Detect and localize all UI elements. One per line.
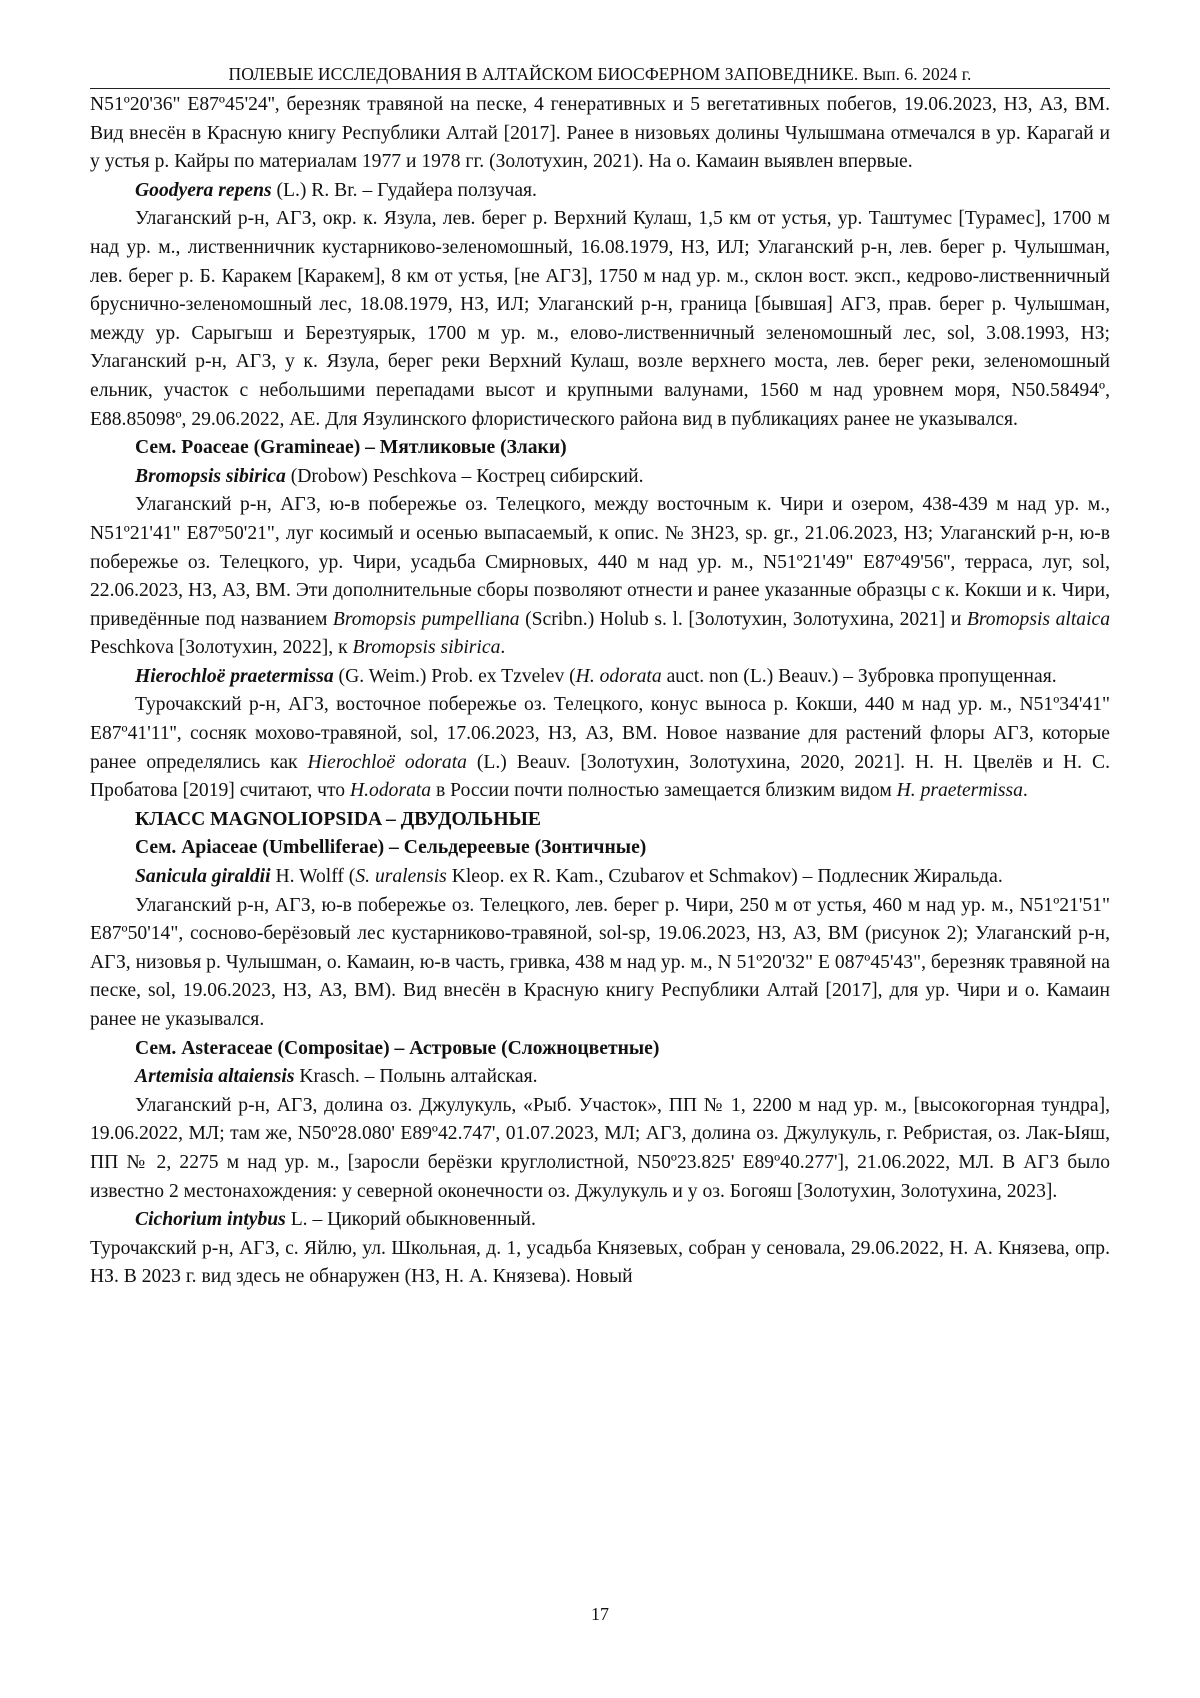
running-header: ПОЛЕВЫЕ ИССЛЕДОВАНИЯ В АЛТАЙСКОМ БИОСФЕРНОМ ЗАПОВЕДНИКЕ. Вып. 6. 2024 г. xyxy=(90,62,1110,89)
paragraph: Bromopsis sibirica (Drobow) Peschkova – Кострец сибирский. xyxy=(135,465,644,487)
paragraph: N51º20'36" E87º45'24'', березняк травяной на песке, 4 генеративных и 5 вегетативных побегов, 19.06.2023, НЗ, АЗ, ВМ. Вид внесён в Красную книгу Республики Алтай [2017]. Ранее в низовьях долины Чулышмана отмечался в ур. Карагай и у устья р. Кайры по материалам 1977 и 1978 гг. (Золотухин, 2021). На о. Камаин выявлен впервые. xyxy=(90,94,1110,173)
paragraph: Турочакский р-н, АГЗ, с. Яйлю, ул. Школьная, д. 1, усадьба Князевых, собран у сеновала, 29.06.2022, Н. А. Князева, опр. НЗ. В 2023 г. вид здесь не обнаружен (НЗ, Н. А. Князева). Новый xyxy=(90,1237,1110,1288)
section-heading: Сем. Apiaceae (Umbelliferae) – Сельдереевые (Зонтичные) xyxy=(135,837,647,859)
document-page xyxy=(90,62,1110,1292)
paragraph: Artemisia altaiensis Krasch. – Полынь алтайская. xyxy=(135,1066,538,1088)
section-heading: Сем. Poaceae (Gramineae) – Мятликовые (Злаки) xyxy=(135,437,567,459)
body-text xyxy=(90,91,1110,1292)
section-heading: Сем. Asteraceae (Compositae) – Астровые (Сложноцветные) xyxy=(135,1037,660,1059)
paragraph: Улаганский р-н, АГЗ, окр. к. Язула, лев. берег р. Верхний Кулаш, 1,5 км от устья, ур. Таштумес [Турамес], 1700 м над ур. м., лиственничник кустарниково-зеленомошный, 16.08.1979, НЗ, ИЛ; Улаганский р-н, лев. берег р. Чулышман, лев. берег р. Б. Каракем [Каракем], 8 км от устья, [не АГЗ], 1750 м над ур. м., склон вост. эксп., кедрово-лиственничный бруснично-зеленомошный лес, 18.08.1979, НЗ, ИЛ; Улаганский р-н, граница [бывшая] АГЗ, прав. берег р. Чулышман, между ур. Сарыгыш и Березтуярык, 1700 м ур. м., елово-лиственничный зеленомошный лес, sol, 3.08.1993, НЗ; Улаганский р-н, АГЗ, у к. Язула, берег реки Верхний Кулаш, возле верхнего моста, лев. берег реки, зеленомошный ельник, участок с небольшими перепадами высот и крупными валунами, 1560 м над уровнем моря, N50.58494º, E88.85098º, 29.06.2022, АЕ. Для Язулинского флористического района вид в публикациях ранее не указывался. xyxy=(90,208,1110,430)
paragraph: Sanicula giraldii H. Wolff (S. uralensis Kleop. ex R. Kam., Czubarov et Schmakov) – Подлесник Жиральда. xyxy=(135,866,1003,888)
page-number: 17 xyxy=(591,1604,609,1624)
paragraph: Улаганский р-н, АГЗ, ю-в побережье оз. Телецкого, между восточным к. Чири и озером, 438-439 м над ур. м., N51º21'41" E87º50'21", луг косимый и осенью выпасаемый, к опис. № ЗН23, sp. gr., 21.06.2023, НЗ; Улаганский р-н, ю-в побережье оз. Телецкого, ур. Чири, усадьба Смирновых, 440 м над ур. м., N51º21'49" E87º49'56'', терраса, луг, sol, 22.06.2023, НЗ, АЗ, ВМ. Эти дополнительные сборы позволяют отнести и ранее указанные образцы с к. Кокши и к. Чири, приведённые под названием Bromopsis pumpelliana (Scribn.) Holub s. l. [Золотухин, Золотухина, 2021] и Bromopsis altaica Peschkova [Золотухин, 2022], к Bromopsis sibirica. xyxy=(90,494,1111,659)
paragraph: Hierochloë praetermissa (G. Weim.) Prob. ex Tzvelev (H. odorata auct. non (L.) Beauv.) – Зубровка пропущенная. xyxy=(135,665,1057,687)
paragraph: Goodyera repens (L.) R. Br. – Гудайера ползучая. xyxy=(135,179,537,201)
paragraph: Турочакский р-н, АГЗ, восточное побережье оз. Телецкого, конус выноса р. Кокши, 440 м над ур. м., N51º34'41" E87º41'11'', сосняк мохово-травяной, sol, 17.06.2023, НЗ, АЗ, ВМ. Новое название для растений флоры АГЗ, которые ранее определялись как Hierochloë odorata (L.) Beauv. [Золотухин, Золотухина, 2020, 2021]. Н. Н. Цвелёв и Н. С. Пробатова [2019] считают, что H.odorata в России почти полностью замещается близким видом H. praetermissa. xyxy=(90,694,1110,802)
paragraph: Cichorium intybus L. – Цикорий обыкновенный. xyxy=(135,1209,536,1231)
paragraph: Улаганский р-н, АГЗ, долина оз. Джулукуль, «Рыб. Участок», ПП № 1, 2200 м над ур. м., [высокогорная тундра], 19.06.2022, МЛ; там же, N50º28.080' E89º42.747', 01.07.2023, МЛ; АГЗ, долина оз. Джулукуль, г. Ребристая, оз. Лак-Ыяш, ПП № 2, 2275 м над ур. м., [заросли берёзки круглолистной, N50º23.825' E89º40.277'], 21.06.2022, МЛ. В АГЗ было известно 2 местонахождения: у северной оконечности оз. Джулукуль и у оз. Богояш [Золотухин, Золотухина, 2023]. xyxy=(90,1094,1110,1202)
section-heading: КЛАСС MAGNOLIOPSIDA – ДВУДОЛЬНЫЕ xyxy=(135,808,541,830)
paragraph: Улаганский р-н, АГЗ, ю-в побережье оз. Телецкого, лев. берег р. Чири, 250 м от устья, 460 м над ур. м., N51º21'51" E87º50'14", сосново-берёзовый лес кустарниково-травяной, sol-sp, 19.06.2023, НЗ, АЗ, ВМ (рисунок 2); Улаганский р-н, АГЗ, низовья р. Чулышман, о. Камаин, ю-в часть, гривка, 438 м над ур. м., N 51º20'32" E 087º45'43", березняк травяной на песке, sol, 19.06.2023, НЗ, АЗ, ВМ). Вид внесён в Красную книгу Республики Алтай [2017], для ур. Чири и о. Камаин ранее не указывался. xyxy=(90,894,1110,1030)
